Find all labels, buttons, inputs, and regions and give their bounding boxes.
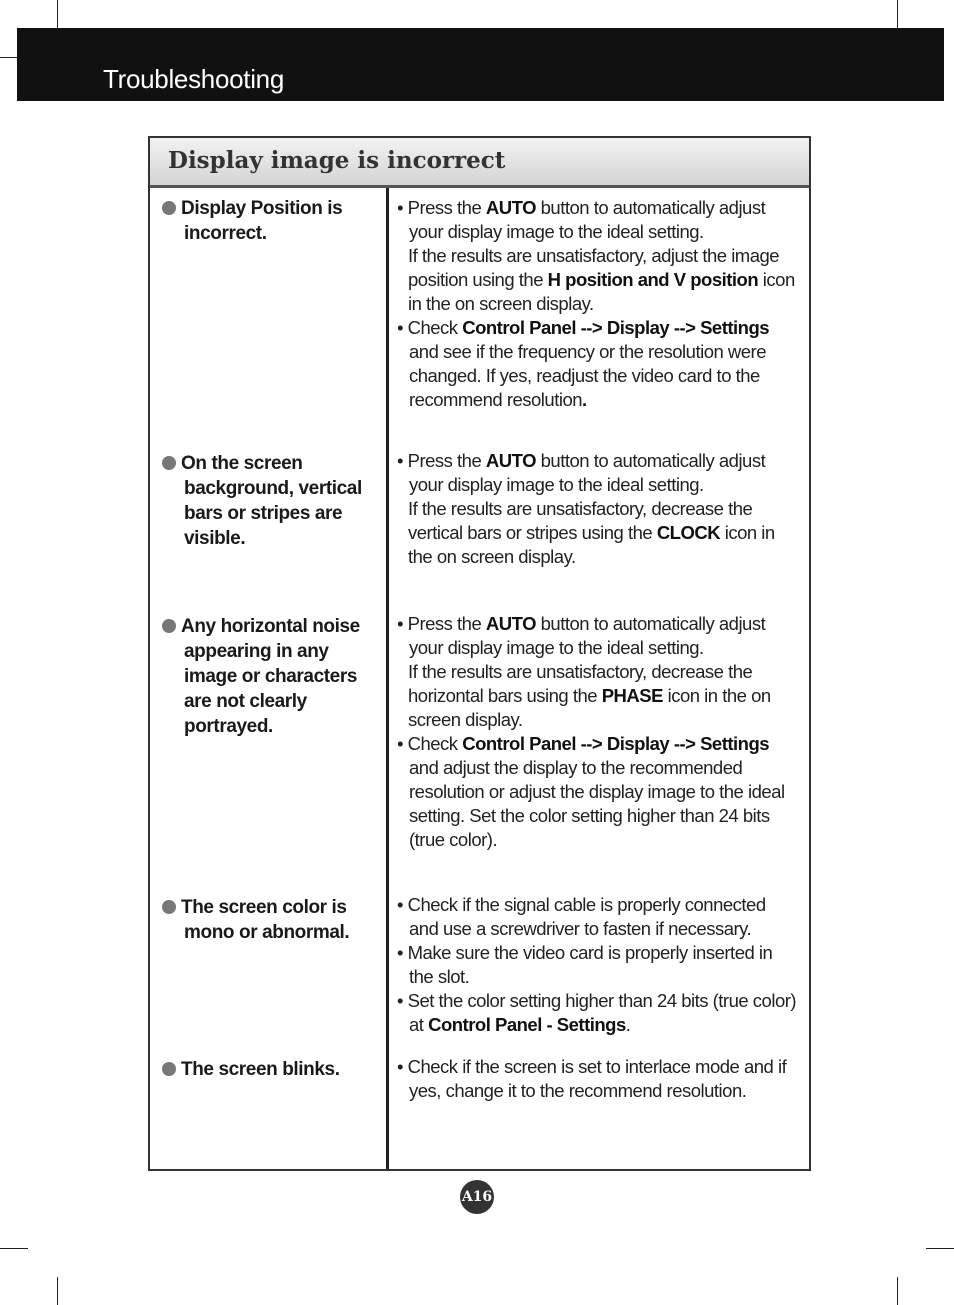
remedy-keyword: Control Panel --> Display --> Settings [462, 733, 770, 754]
remedy-text: and adjust the display to the recommended [409, 757, 743, 778]
remedy-text: • Check if the screen is set to interlace mode and if [397, 1056, 787, 1077]
crop-mark [926, 1248, 954, 1249]
remedy-text: the slot. [409, 966, 470, 987]
symptom-line: The screen color is [181, 897, 347, 918]
remedy-text: If the results are unsatisfactory, adjust the image [408, 245, 780, 266]
symptom-line: On the screen [181, 453, 303, 474]
crop-mark [57, 1277, 58, 1305]
remedy-keyword: Control Panel - Settings [428, 1014, 626, 1035]
panel-header [150, 138, 809, 188]
remedy-line [397, 244, 797, 268]
remedy-line [397, 965, 797, 989]
remedy-line [397, 756, 797, 780]
symptom-line: image or characters [184, 666, 357, 687]
page-title: Troubleshooting [103, 64, 284, 94]
remedy-text: your display image to the ideal setting. [409, 474, 704, 495]
crop-mark [57, 0, 58, 28]
symptom-line: bars or stripes are [184, 503, 343, 524]
bullet-dot-icon [162, 619, 176, 633]
remedy-text: • Press the [397, 613, 486, 634]
remedy-text: • Check [397, 733, 463, 754]
remedy-text: button to automatically adjust [535, 613, 766, 634]
remedy-keyword: . [582, 389, 587, 410]
remedy-text: . [625, 1014, 631, 1035]
remedy-line [397, 196, 797, 220]
remedy-line [397, 449, 797, 473]
remedy-text: at [409, 1014, 429, 1035]
remedy-line [397, 893, 797, 917]
remedy-line [397, 497, 797, 521]
remedy-line [397, 612, 797, 636]
symptom-line: The screen blinks. [181, 1059, 340, 1080]
symptom-line: portrayed. [184, 716, 273, 737]
remedy [397, 612, 797, 852]
remedy-line [397, 1013, 797, 1037]
remedy-text: and use a screwdriver to fasten if necessary. [409, 918, 752, 939]
symptom [162, 1057, 377, 1082]
remedy-text: (true color). [409, 829, 498, 850]
remedy-text: in the on screen display. [408, 293, 594, 314]
remedy-text: recommend resolution [409, 389, 583, 410]
remedy-keyword: Control Panel --> Display --> Settings [462, 317, 770, 338]
crop-mark [0, 57, 17, 58]
symptom-line: appearing in any [184, 641, 329, 662]
remedy-line [397, 708, 797, 732]
remedy-line [397, 780, 797, 804]
remedy-text: If the results are unsatisfactory, decrease the [408, 661, 753, 682]
remedy-line [397, 292, 797, 316]
remedy-text: If the results are unsatisfactory, decrease the [408, 498, 753, 519]
remedy-line [397, 1079, 797, 1103]
remedy-line [397, 340, 797, 364]
crop-mark [897, 1277, 898, 1305]
symptom-line: background, vertical [184, 478, 362, 499]
remedy-text: • Press the [397, 197, 486, 218]
troubleshooting-panel [148, 136, 811, 1171]
remedy [397, 1055, 797, 1103]
remedy-text: changed. If yes, readjust the video card to the [409, 365, 760, 386]
remedy-keyword: CLOCK [656, 522, 721, 543]
symptom-line: incorrect. [184, 223, 267, 244]
remedy-text: • Check [397, 317, 463, 338]
bullet-dot-icon [162, 900, 176, 914]
remedy-keyword: AUTO [485, 450, 536, 471]
remedy-text: screen display. [408, 709, 523, 730]
remedy [397, 449, 797, 569]
remedy-line [397, 1055, 797, 1079]
remedy-text: resolution or adjust the display image to the ideal [409, 781, 785, 802]
remedy-text: and see if the frequency or the resolution were [409, 341, 767, 362]
remedy-line [397, 636, 797, 660]
bullet-dot-icon [162, 1062, 176, 1076]
panel-heading: Display image is incorrect [168, 147, 506, 174]
remedy-text: • Check if the signal cable is properly connected [397, 894, 766, 915]
remedy [397, 196, 797, 412]
remedy-text: vertical bars or stripes using the [408, 522, 657, 543]
remedy-line [397, 684, 797, 708]
crop-mark [897, 0, 898, 28]
remedy-line [397, 364, 797, 388]
remedy-keyword: H position and V position [547, 269, 759, 290]
remedy-line [397, 388, 797, 412]
remedy-text: the on screen display. [408, 546, 576, 567]
remedy-text: icon in [720, 522, 775, 543]
symptom-line: visible. [184, 528, 246, 549]
remedy-text: icon [758, 269, 795, 290]
symptom [162, 451, 377, 551]
symptom [162, 196, 377, 246]
remedy-text: your display image to the ideal setting. [409, 221, 704, 242]
remedy-line [397, 732, 797, 756]
symptom-line: are not clearly [184, 691, 307, 712]
column-divider [386, 188, 389, 1169]
remedy-text: icon in the on [662, 685, 771, 706]
remedy-line [397, 804, 797, 828]
remedy-text: button to automatically adjust [535, 450, 766, 471]
remedy-text: yes, change it to the recommend resolution. [409, 1080, 747, 1101]
remedy-line [397, 941, 797, 965]
symptom-line: Any horizontal noise [181, 616, 360, 637]
symptom [162, 614, 377, 739]
remedy-line [397, 473, 797, 497]
remedy-text: horizontal bars using the [408, 685, 602, 706]
symptom [162, 895, 377, 945]
crop-mark [0, 1248, 28, 1249]
remedy-text: your display image to the ideal setting. [409, 637, 704, 658]
remedy-line [397, 220, 797, 244]
remedy-keyword: PHASE [601, 685, 663, 706]
remedy-text: • Set the color setting higher than 24 bits (true color) [397, 990, 797, 1011]
remedy-line [397, 268, 797, 292]
remedy-keyword: AUTO [485, 613, 536, 634]
remedy-line [397, 660, 797, 684]
remedy-line [397, 316, 797, 340]
remedy-keyword: AUTO [485, 197, 536, 218]
remedy-text: button to automatically adjust [535, 197, 766, 218]
page-number-badge: A16 [460, 1180, 494, 1214]
remedy-text: • Press the [397, 450, 486, 471]
symptom-line: mono or abnormal. [184, 922, 350, 943]
bullet-dot-icon [162, 201, 176, 215]
remedy-line [397, 989, 797, 1013]
remedy-text: setting. Set the color setting higher than 24 bits [409, 805, 770, 826]
bullet-dot-icon [162, 456, 176, 470]
remedy-line [397, 917, 797, 941]
remedy-line [397, 828, 797, 852]
remedy-text: position using the [408, 269, 548, 290]
remedy-line [397, 521, 797, 545]
remedy [397, 893, 797, 1037]
remedy-line [397, 545, 797, 569]
symptom-line: Display Position is [181, 198, 343, 219]
header-bar [17, 28, 944, 101]
remedy-text: • Make sure the video card is properly inserted in [397, 942, 773, 963]
